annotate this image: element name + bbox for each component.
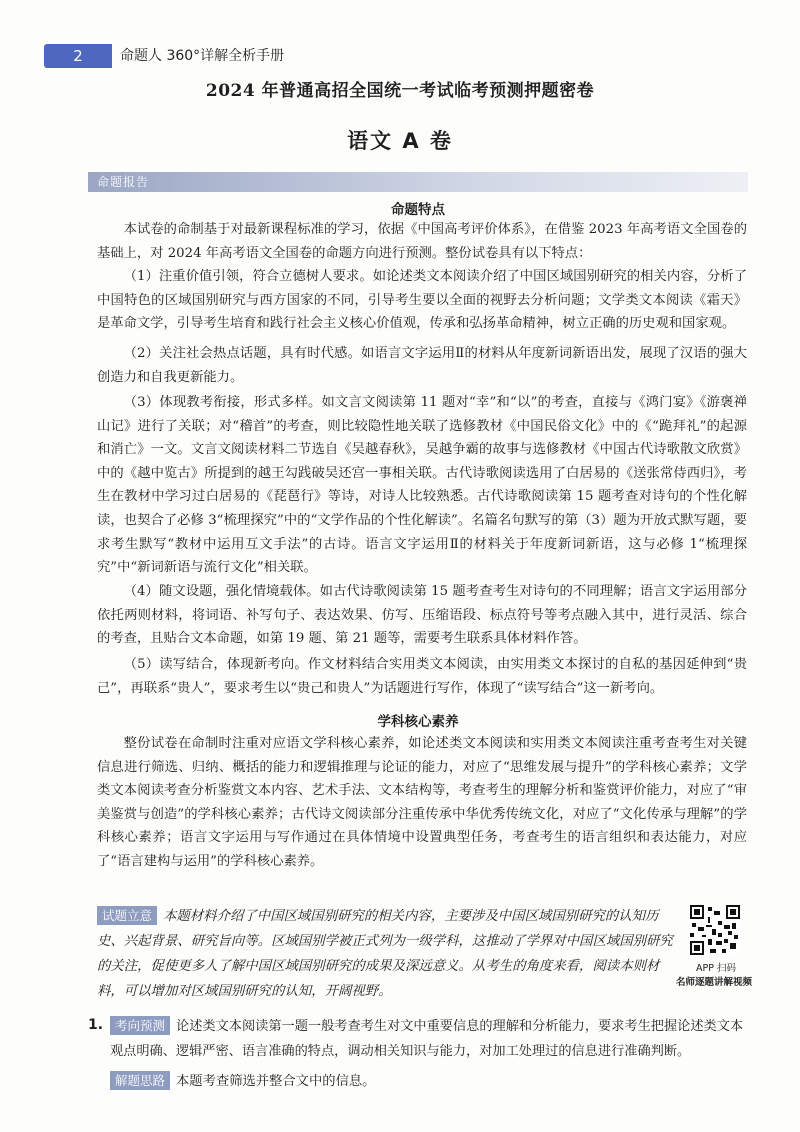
forecast-text: 论述类文本阅读第一题一般考查考生对文中重要信息的理解和分析能力，要求考生把握论述类文本观点明确、逻辑严密、语言准确的特点，调动相关知识与能力，对加工处理过的信息进行准确判断。 bbox=[110, 1019, 744, 1059]
report-bar bbox=[88, 172, 748, 192]
feature-item-1: （1）注重价值引领，符合立德树人要求。如论述类文本阅读介绍了中国区域国别研究的相关内容，分析了中国特色的区域国别研究与西方国家的不同，引导考生要以全面的视野去分析问题；文学类文本阅读《霜天》是革命文学，引导考生培育和践行社会主义核心价值观，传承和弘扬革命精神，树立正确的历史观和国家观。 bbox=[97, 269, 747, 332]
exam-title: 2024 年普通高招全国统一考试临考预测押题密卷 bbox=[205, 81, 595, 101]
feature-item-2: （2）关注社会热点话题，具有时代感。如语言文字运用Ⅱ的材料从年度新词新语出发，展现了汉语的强大创造力和自我更新能力。 bbox=[97, 346, 747, 385]
feature-item-5: （5）读写结合，体现新考向。作文材料结合实用类文本阅读，由实用类文本探讨的自私的基因延伸到“贵己”，再联系“贵人”，要求考生以“贵己和贵人”为话题进行写作，体现了“读写结合”这一新考向。 bbox=[97, 657, 747, 696]
book-title: 命题人 360°详解全析手册 bbox=[120, 48, 285, 64]
forecast-tag: 考向预测 bbox=[110, 1016, 170, 1035]
intent-block bbox=[97, 904, 677, 1004]
exam-subtitle: 语文 A 卷 bbox=[347, 129, 453, 153]
features-heading: 命题特点 bbox=[391, 202, 445, 218]
question-forecast bbox=[110, 1014, 750, 1064]
qr-video-caption: 名师逐题讲解视频 bbox=[675, 977, 752, 988]
qr-caption: APP 扫码 bbox=[696, 963, 736, 974]
question-number: 1. bbox=[88, 1017, 104, 1033]
question-idea bbox=[110, 1069, 750, 1094]
intent-tag: 试题立意 bbox=[97, 906, 157, 925]
feature-item-4: （4）随文设题，强化情境载体。如古代诗歌阅读第 15 题考查考生对诗句的不同理解；语言文字运用部分依托两则材料，将词语、补写句子、表达效果、仿写、压缩语段、标点符号等考点融入其中，进行灵活、综合的考查，且贴合文本命题，如第 19 题、第 21 题等，需要考生联系具体材料作答。 bbox=[97, 584, 747, 647]
literacy-heading: 学科核心素养 bbox=[377, 714, 459, 730]
page-number: 2 bbox=[73, 47, 83, 65]
intent-text: 本题材料介绍了中国区域国别研究的相关内容，主要涉及中国区域国别研究的认知历史、兴起背景、研究旨向等。区域国别学被正式列为一级学科，这推动了学界对中国区域国别研究的关注，促使更多人了解中国区域国别研究的成果及深远意义。从考生的角度来看，阅读本则材料，可以增加对区域国别研究的认知，开阔视野。 bbox=[97, 909, 673, 999]
report-label: 命题报告 bbox=[97, 175, 150, 189]
idea-text: 本题考查筛选并整合文中的信息。 bbox=[176, 1074, 376, 1089]
literacy-paragraph: 整份试卷在命制时注重对应语文学科核心素养，如论述类文本阅读和实用类文本阅读注重考查考生对关键信息进行筛选、归纳、概括的能力和逻辑推理与论证的能力，对应了“思维发展与提升”的学科核心素养；文学类文本阅读考查分析鉴赏文本内容、艺术手法、文本结构等，考查考生的理解分析和鉴赏评价能力，对应了“审美鉴赏与创造”的学科核心素养；古代诗文阅读部分注重传承中华优秀传统文化，对应了“文化传承与理解”的学科核心素养；语言文字运用与写作通过在具体情境中设置典型任务，考查考生的语言组织和表达能力，对应了“语言建构与运用”的学科核心素养。 bbox=[97, 736, 747, 869]
features-intro: 本试卷的命制基于对最新课程标准的学习，依据《中国高考评价体系》，在借鉴 2023 年高考语文全国卷的基础上，对 2024 年高考语文全国卷的命题方向进行预测。整份试卷具有以下特点： bbox=[97, 222, 747, 261]
qr-code-icon[interactable] bbox=[690, 905, 740, 955]
feature-item-3: （3）体现教考衔接，形式多样。如文言文阅读第 11 题对“幸”和“以”的考查，直接与《鸿门宴》《游褒禅山记》进行了关联；对“稽首”的考查，则比较隐性地关联了选修教材《中国民俗文化》中的《“跪拜礼”的起源和消亡》一文。文言文阅读材料二节选自《吴越春秋》，吴越争霸的故事与选修教材《中国古代诗歌散文欣赏》中的《越中览古》所提到的越王勾践破吴还宫一事相关联。古代诗歌阅读选用了白居易的《送张常侍西归》，考生在教材中学习过白居易的《琵琶行》等诗，对诗人比较熟悉。古代诗歌阅读第 15 题考查对诗句的个性化解读，也契合了必修 3“梳理探究”中的“文学作品的个性化解读”。名篇名句默写的第（3）题为开放式默写题，要求考生默写“教材中运用互文手法”的古诗。语言文字运用Ⅱ的材料关于年度新词新语，这与必修 1“梳理探究”中“新词新语与流行文化”相关联。 bbox=[97, 395, 747, 576]
idea-tag: 解题思路 bbox=[110, 1071, 170, 1090]
